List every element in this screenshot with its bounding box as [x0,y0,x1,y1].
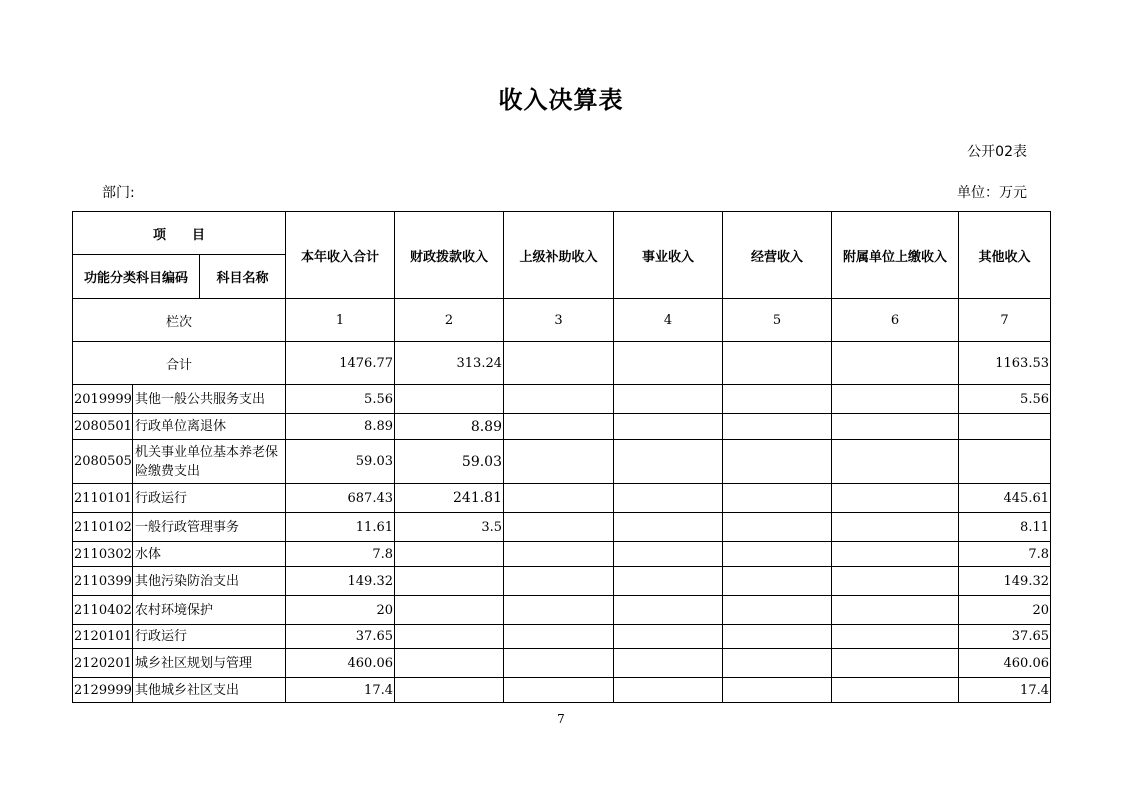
amount-cell [504,484,614,513]
subject-code: 2110402 [73,596,133,625]
amount-cell [832,567,959,596]
table-row [73,542,1051,567]
amount-cell [959,440,1051,484]
amount-cell [395,678,504,703]
subject-code: 2110302 [73,542,133,567]
amount-cell [723,649,832,678]
amount-cell: 8.89 [286,414,395,440]
amount-cell [723,567,832,596]
amount-cell [832,484,959,513]
amount-cell: 8.89 [395,414,504,440]
subject-code: 2019999 [73,385,133,414]
amount-cell [723,385,832,414]
table-row [73,513,1051,542]
total-value [614,342,723,385]
amount-cell [504,649,614,678]
amount-cell [614,542,723,567]
amount-cell [395,542,504,567]
subject-name: 一般行政管理事务 [133,513,286,542]
subject-name: 其他污染防治支出 [133,567,286,596]
subject-code: 2110102 [73,513,133,542]
amount-cell [723,513,832,542]
amount-cell [504,678,614,703]
amount-cell [395,649,504,678]
total-value: 1476.77 [286,342,395,385]
amount-cell [832,649,959,678]
amount-cell [723,414,832,440]
column-number: 1 [286,299,395,342]
total-value [832,342,959,385]
header-func-code: 功能分类科目编码 [73,255,200,299]
amount-cell [504,542,614,567]
amount-cell [614,440,723,484]
amount-cell [832,625,959,649]
amount-cell [504,596,614,625]
table-row [73,625,1051,649]
amount-cell [614,513,723,542]
amount-cell [395,625,504,649]
amount-cell [614,414,723,440]
amount-cell: 7.8 [959,542,1051,567]
amount-cell: 8.11 [959,513,1051,542]
table-row [73,649,1051,678]
table-row [73,414,1051,440]
header-col-total: 本年收入合计 [286,212,395,299]
header-col-business: 事业收入 [614,212,723,299]
column-number: 7 [959,299,1051,342]
amount-cell: 5.56 [959,385,1051,414]
total-row [73,342,1051,385]
amount-cell [395,596,504,625]
amount-cell [504,625,614,649]
subject-code: 2110399 [73,567,133,596]
income-statement-table [72,211,1051,703]
header-col-other: 其他收入 [959,212,1051,299]
subject-code: 2120201 [73,649,133,678]
amount-cell [395,385,504,414]
column-number: 5 [723,299,832,342]
amount-cell: 149.32 [286,567,395,596]
subject-name: 行政单位离退休 [133,414,286,440]
header-col-operating: 经营收入 [723,212,832,299]
amount-cell [614,625,723,649]
amount-cell [832,414,959,440]
amount-cell [614,567,723,596]
header-col-affiliated: 附属单位上缴收入 [832,212,959,299]
table-row [73,567,1051,596]
column-number: 2 [395,299,504,342]
amount-cell [504,385,614,414]
amount-cell [614,484,723,513]
subject-code: 2129999 [73,678,133,703]
amount-cell: 7.8 [286,542,395,567]
amount-cell: 37.65 [959,625,1051,649]
subject-name: 其他一般公共服务支出 [133,385,286,414]
form-number: 公开02表 [967,144,1027,160]
table-row [73,484,1051,513]
amount-cell [614,678,723,703]
amount-cell [395,567,504,596]
total-value: 1163.53 [959,342,1051,385]
subject-code: 2110101 [73,484,133,513]
column-number: 6 [832,299,959,342]
amount-cell [832,385,959,414]
subject-code: 2080505 [73,440,133,484]
amount-cell: 59.03 [395,440,504,484]
amount-cell [723,440,832,484]
amount-cell [832,596,959,625]
amount-cell: 445.61 [959,484,1051,513]
total-value [723,342,832,385]
amount-cell [832,513,959,542]
table-row [73,385,1051,414]
amount-cell [959,414,1051,440]
subject-name: 城乡社区规划与管理 [133,649,286,678]
table-row [73,678,1051,703]
header-item: 项 目 [73,212,286,255]
total-value: 313.24 [395,342,504,385]
amount-cell: 59.03 [286,440,395,484]
subject-name: 水体 [133,542,286,567]
amount-cell [723,542,832,567]
amount-cell: 20 [959,596,1051,625]
header-col-fiscal: 财政拨款收入 [395,212,504,299]
column-number: 3 [504,299,614,342]
subject-code: 2120101 [73,625,133,649]
header-subject-name: 科目名称 [200,255,286,299]
amount-cell: 5.56 [286,385,395,414]
amount-cell: 241.81 [395,484,504,513]
amount-cell: 149.32 [959,567,1051,596]
amount-cell: 11.61 [286,513,395,542]
page-title: 收入决算表 [498,86,624,114]
amount-cell [504,567,614,596]
amount-cell [723,596,832,625]
total-label: 合计 [73,342,286,385]
amount-cell: 17.4 [286,678,395,703]
amount-cell [504,414,614,440]
amount-cell [504,440,614,484]
column-number-row [73,299,1051,342]
amount-cell [723,625,832,649]
header-col-superior-subsidy: 上级补助收入 [504,212,614,299]
amount-cell [832,678,959,703]
amount-cell [832,440,959,484]
subject-code: 2080501 [73,414,133,440]
amount-cell [504,513,614,542]
amount-cell: 687.43 [286,484,395,513]
page-number: 7 [557,712,565,726]
amount-cell [832,542,959,567]
column-number-label: 栏次 [73,299,286,342]
subject-name: 行政运行 [133,625,286,649]
table-row [73,596,1051,625]
subject-name: 农村环境保护 [133,596,286,625]
subject-name: 机关事业单位基本养老保险缴费支出 [133,440,286,484]
column-number: 4 [614,299,723,342]
amount-cell [723,678,832,703]
total-value [504,342,614,385]
amount-cell [614,385,723,414]
amount-cell [614,596,723,625]
amount-cell [614,649,723,678]
amount-cell: 460.06 [959,649,1051,678]
amount-cell: 3.5 [395,513,504,542]
department-label: 部门: [102,185,135,201]
amount-cell: 460.06 [286,649,395,678]
amount-cell [723,484,832,513]
subject-name: 行政运行 [133,484,286,513]
subject-name: 其他城乡社区支出 [133,678,286,703]
unit-label: 单位：万元 [957,185,1027,201]
table-row [73,440,1051,484]
amount-cell: 17.4 [959,678,1051,703]
amount-cell: 20 [286,596,395,625]
amount-cell: 37.65 [286,625,395,649]
